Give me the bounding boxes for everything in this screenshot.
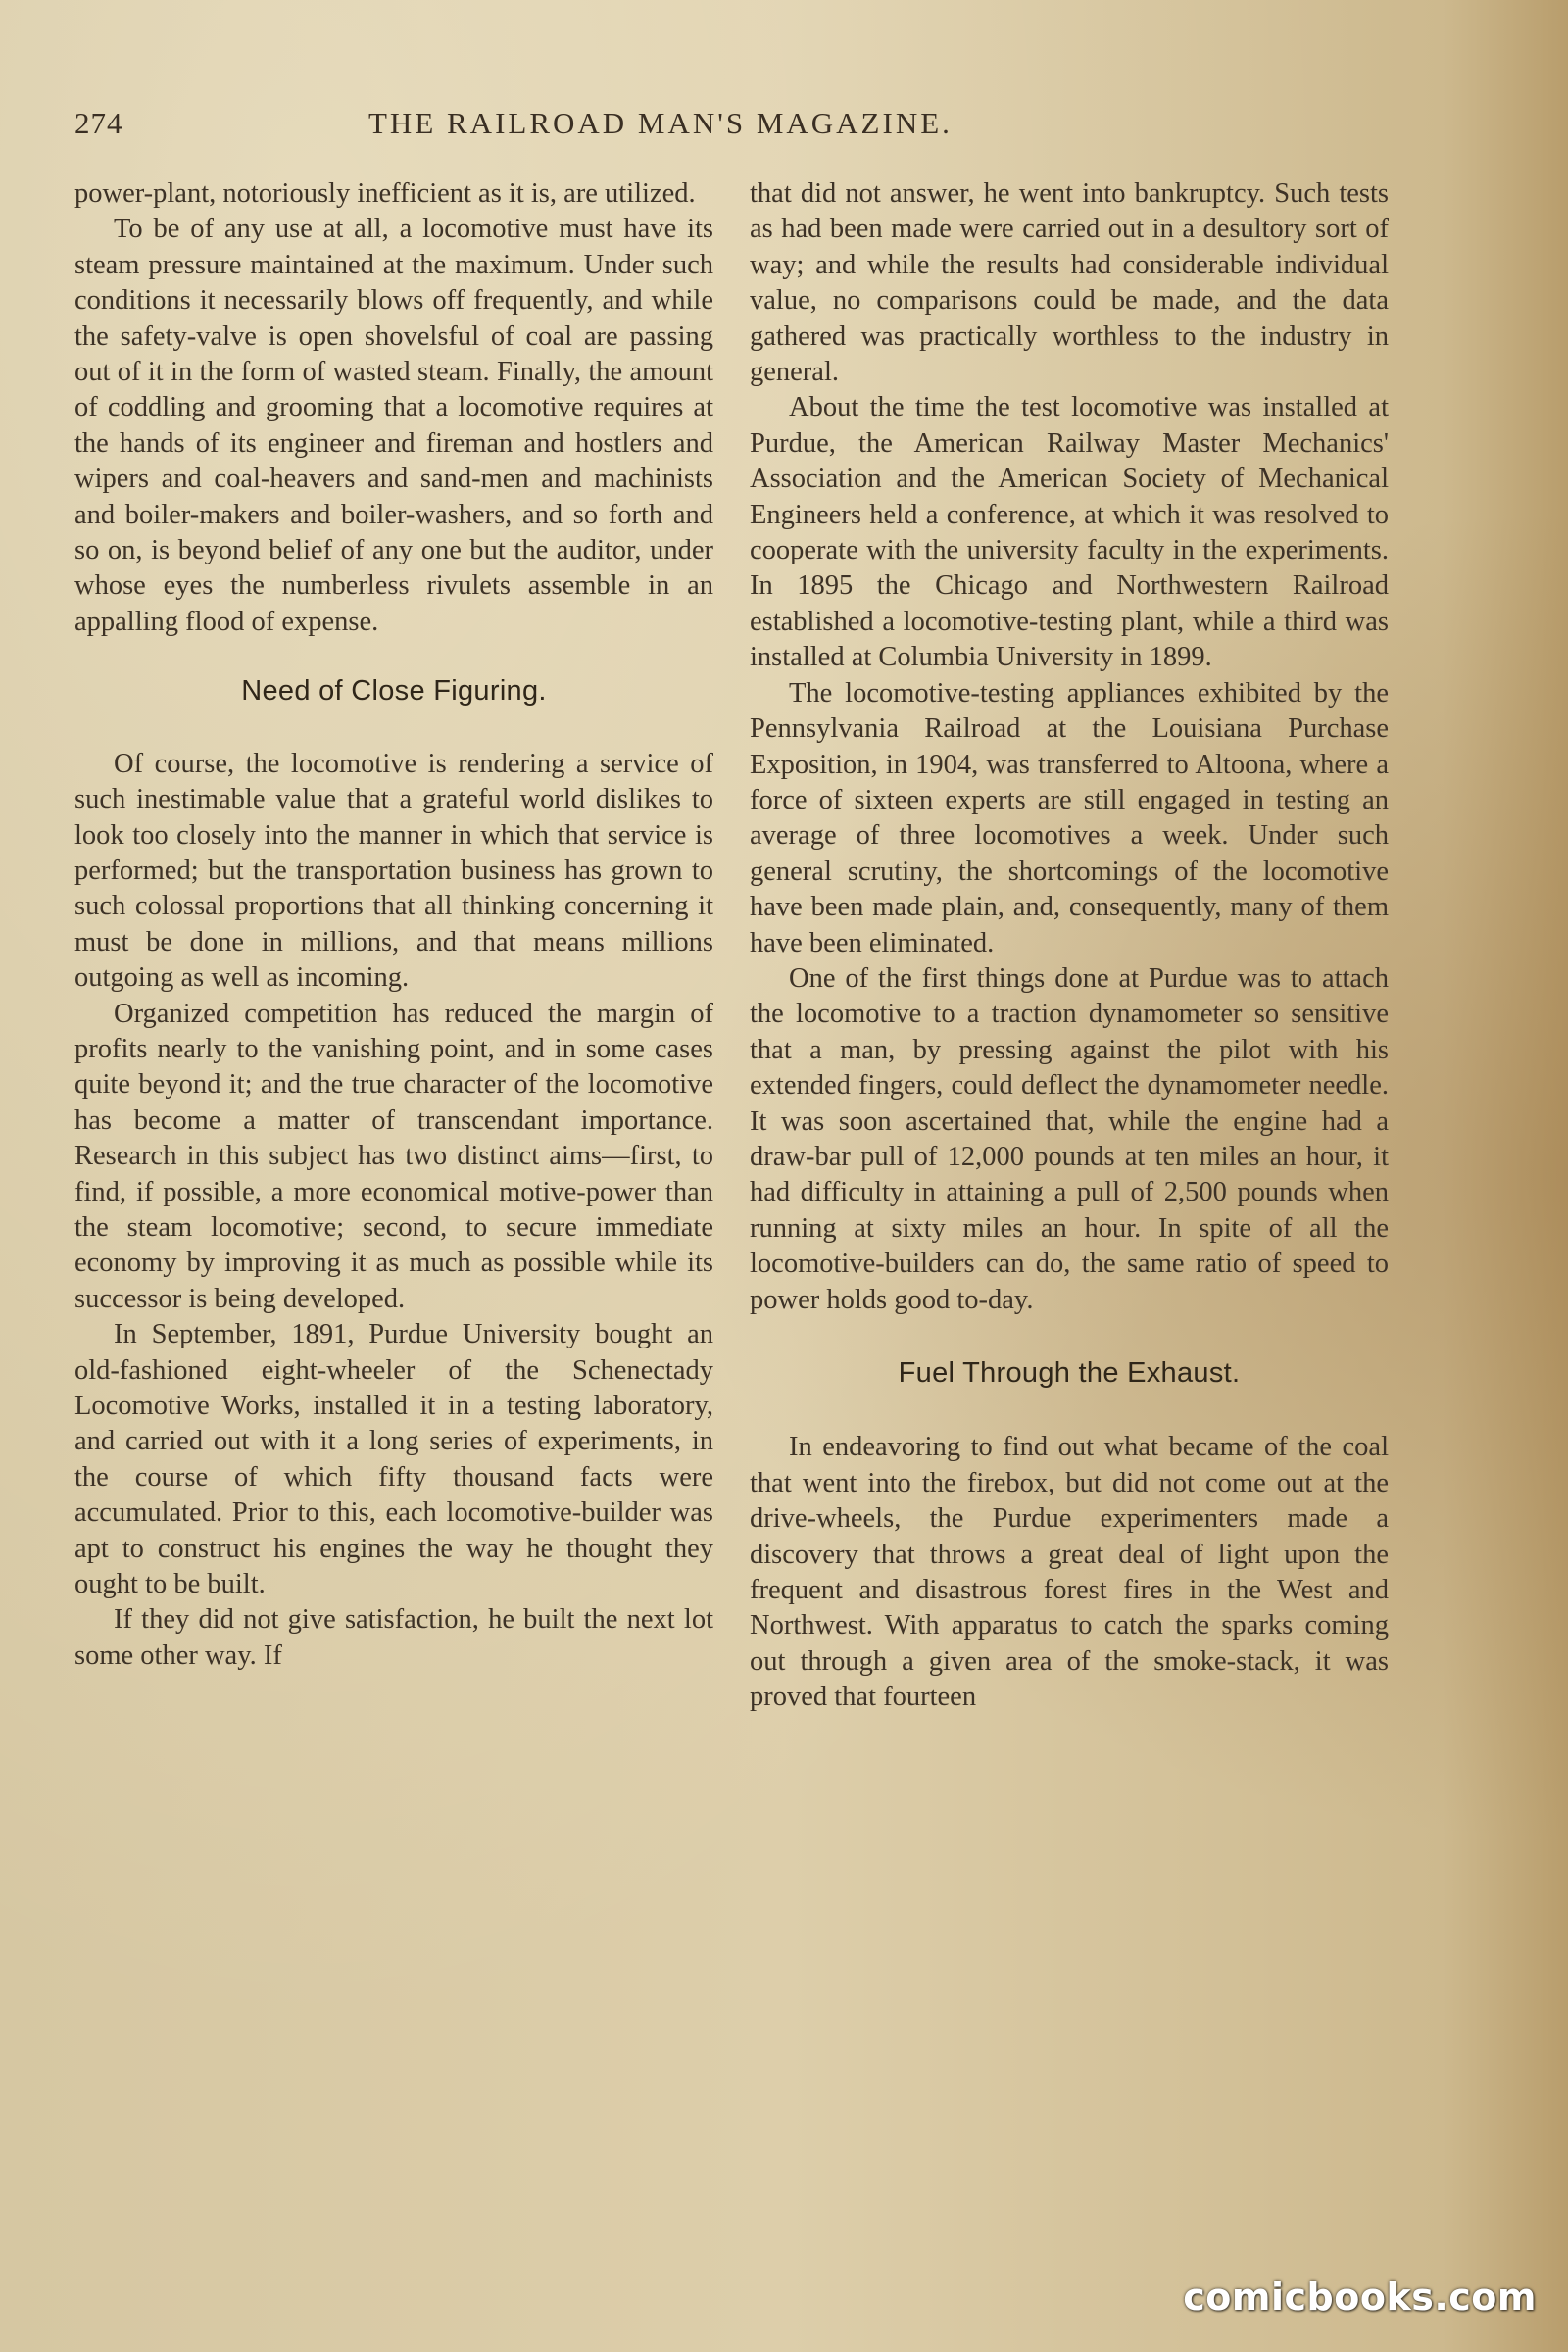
right-column (750, 176, 1389, 1716)
paragraph: One of the first things done at Purdue was to attach the locomotive to a traction dynamometer so sensitive that a man, by pressing against the pilot with his extended fingers, could deflect the dynamometer needle. It was soon ascertained that, while the engine had a draw-bar pull of 12,000 pounds at ten miles an hour, it had difficulty in attaining a pull of 2,500 pounds when running at sixty miles an hour. In spite of all the locomotive-builders can do, the same ratio of speed to power holds good to-day. (750, 962, 1389, 1315)
paragraph: Of course, the locomotive is rendering a service of such inestimable value that a grateful world dislikes to look too closely into the manner in which that service is performed; but the transportation business has grown to such colossal proportions that all thinking concerning it must be done in millions, and that means millions outgoing as well as incoming. (74, 748, 713, 994)
paragraph: In September, 1891, Purdue University bought an old-fashioned eight-wheeler of the Schenectady Locomotive Works, installed it in a testing laboratory, and carried out with it a long series of experiments, in the course of which fifty thousand facts were accumulated. Prior to this, each locomotive-builder was apt to construct his engines the way he thought they ought to be built. (74, 1319, 713, 1600)
section-heading: Need of Close Figuring. (241, 675, 547, 708)
left-column (74, 176, 713, 1674)
paragraph: To be of any use at all, a locomotive must have its steam pressure maintained at the maximum. Under such conditions it necessarily blows off frequently, and while the safety-valve is open shovelsful of coal are passing out of it in the form of wasted steam. Finally, the amount of coddling and grooming that a locomotive requires at the hands of its engineer and fireman and hostlers and wipers and coal-heavers and sand-men and machinists and boiler-makers and boiler-washers, and so forth and so on, is beyond belief of any one but the auditor, under whose eyes the numberless rivulets assemble in an appalling flood of expense. (74, 214, 713, 637)
watermark: comicbooks.com (1183, 2276, 1537, 2319)
paragraph: About the time the test locomotive was installed at Purdue, the American Railway Master Mechanics' Association and the American Society of Mechanical Engineers held a conference, at which it was resolved to cooperate with the university faculty in the experiments. In 1895 the Chicago and Northwestern Railroad established a locomotive-testing plant, while a third was installed at Columbia University in 1899. (750, 392, 1389, 673)
paragraph: Organized competition has reduced the margin of profits nearly to the vanishing point, and in some cases quite beyond it; and the true character of the locomotive has become a matter of transcendant importance. Research in this subject has two distinct aims—first, to find, if possible, a more economical motive-power than the steam locomotive; second, to secure immediate economy by improving it as much as possible while its successor is being developed. (74, 998, 713, 1314)
paragraph: The locomotive-testing appliances exhibited by the Pennsylvania Railroad at the Louisiana Purchase Exposition, in 1904, was transferred to Altoona, where a force of sixteen experts are still engaged in testing an average of three locomotives a week. Under such general scrutiny, the shortcomings of the locomotive have been made plain, and, consequently, many of them have been eliminated. (750, 677, 1389, 958)
page-header (74, 106, 1476, 145)
paragraph: If they did not give satisfaction, he built the next lot some other way. If (74, 1604, 713, 1671)
paragraph: that did not answer, he went into bankruptcy. Such tests as had been made were carried out in a desultory sort of way; and while the results had considerable individual value, no comparisons could be made, and the data gathered was practically worthless to the industry in general. (750, 178, 1389, 388)
paragraph: In endeavoring to find out what became of the coal that went into the firebox, but did not come out at the drive-wheels, the Purdue experimenters made a discovery that throws a great deal of light upon the frequent and disastrous forest fires in the West and Northwest. With apparatus to catch the sparks coming out through a given area of the smoke-stack, it was proved that fourteen (750, 1432, 1389, 1713)
section-heading: Fuel Through the Exhaust. (898, 1357, 1241, 1389)
page-number: 274 (74, 106, 123, 140)
paragraph: power-plant, notoriously inefficient as it is, are utilized. (74, 178, 696, 209)
running-title: THE RAILROAD MAN'S MAGAZINE. (368, 106, 953, 140)
